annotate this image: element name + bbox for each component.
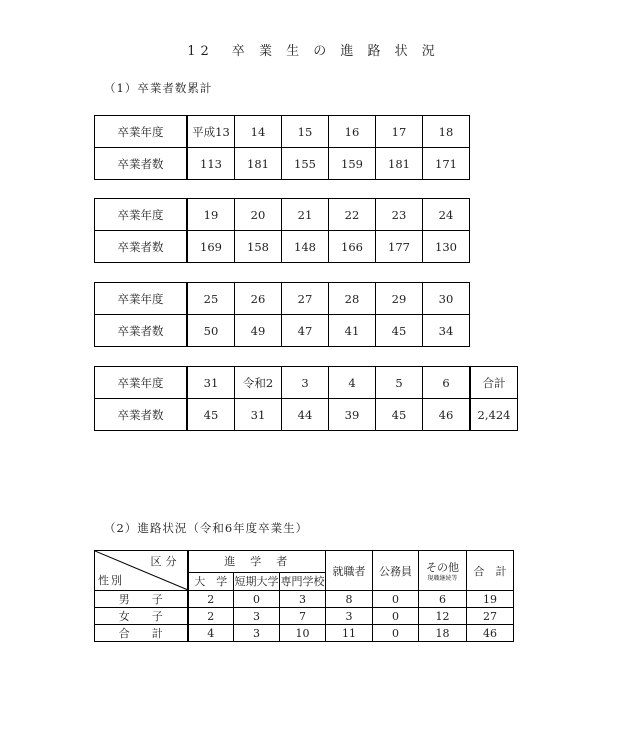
count-cell: 49: [235, 315, 282, 347]
value-cell: 18: [419, 625, 467, 642]
tanki-header: 短期大学: [234, 572, 280, 590]
value-cell: 0: [373, 608, 419, 625]
count-cell: 34: [423, 315, 470, 347]
year-cell: 28: [329, 283, 376, 315]
year-cell: 14: [235, 116, 282, 148]
graduates-table-1: [94, 115, 470, 180]
count-cell: 47: [282, 315, 329, 347]
year-cell: 29: [376, 283, 423, 315]
header-row-1: [95, 551, 514, 573]
count-row-label: 卒業者数: [95, 315, 188, 347]
year-cell: 17: [376, 116, 423, 148]
count-cell: 166: [329, 231, 376, 263]
count-cell: 46: [423, 399, 471, 431]
year-row: [95, 116, 470, 148]
diagonal-header-cell: [95, 551, 188, 591]
count-cell: 171: [423, 148, 470, 180]
table-row: [95, 591, 514, 608]
year-cell: 23: [376, 199, 423, 231]
value-cell: 0: [373, 625, 419, 642]
value-cell: 12: [419, 608, 467, 625]
year-cell: 19: [187, 199, 235, 231]
section-2-heading: （2）進路状況（令和6年度卒業生）: [104, 521, 309, 535]
count-cell: 177: [376, 231, 423, 263]
goukei-header: 合 計: [467, 551, 514, 591]
value-cell: 11: [326, 625, 373, 642]
year-row: [95, 367, 518, 399]
career-status-table: [94, 550, 514, 642]
year-row-label: 卒業年度: [95, 283, 188, 315]
count-cell: 181: [235, 148, 282, 180]
year-row-label: 卒業年度: [95, 116, 188, 148]
graduates-table-3: [94, 282, 470, 347]
seibetsu-label: 性別: [98, 574, 124, 587]
count-cell: 39: [329, 399, 376, 431]
count-cell: 41: [329, 315, 376, 347]
koumuin-header: 公務員: [373, 551, 419, 591]
year-cell: 30: [423, 283, 470, 315]
value-cell: 10: [280, 625, 326, 642]
year-cell: 15: [282, 116, 329, 148]
value-cell: 0: [234, 591, 280, 608]
count-row: [95, 399, 518, 431]
year-cell: 25: [187, 283, 235, 315]
senmon-header: 専門学校: [280, 572, 326, 590]
count-cell: 44: [282, 399, 329, 431]
sonota-note: 現職継続等: [427, 575, 458, 582]
graduates-table-2: [94, 198, 470, 263]
count-cell: 148: [282, 231, 329, 263]
count-row: [95, 148, 470, 180]
year-cell: 22: [329, 199, 376, 231]
year-cell: 5: [376, 367, 423, 399]
year-cell: 令和2: [235, 367, 282, 399]
page-title: 12 卒 業 生 の 進 路 状 況: [187, 44, 440, 59]
value-cell: 3: [280, 591, 326, 608]
year-cell: 6: [423, 367, 471, 399]
count-row-label: 卒業者数: [95, 399, 188, 431]
shingaku-header: 進 学 者: [188, 551, 326, 573]
row-label: 合 計: [95, 625, 188, 642]
count-cell: 113: [187, 148, 235, 180]
year-cell: 26: [235, 283, 282, 315]
graduates-table-4: [94, 366, 518, 431]
value-cell: 2: [188, 591, 234, 608]
value-cell: 46: [467, 625, 514, 642]
year-cell: 24: [423, 199, 470, 231]
table-row: [95, 608, 514, 625]
value-cell: 2: [188, 608, 234, 625]
count-cell: 45: [376, 315, 423, 347]
value-cell: 27: [467, 608, 514, 625]
value-cell: 3: [234, 608, 280, 625]
value-cell: 3: [326, 608, 373, 625]
count-row-label: 卒業者数: [95, 231, 188, 263]
year-cell: 20: [235, 199, 282, 231]
total-label-cell: 合計: [470, 367, 518, 399]
daigaku-header: 大 学: [188, 572, 234, 590]
count-row: [95, 231, 470, 263]
value-cell: 0: [373, 591, 419, 608]
row-label: 女 子: [95, 608, 188, 625]
year-cell: 16: [329, 116, 376, 148]
count-cell: 45: [187, 399, 235, 431]
value-cell: 6: [419, 591, 467, 608]
count-cell: 45: [376, 399, 423, 431]
count-row-label: 卒業者数: [95, 148, 188, 180]
count-cell: 181: [376, 148, 423, 180]
count-cell: 159: [329, 148, 376, 180]
count-cell: 169: [187, 231, 235, 263]
year-cell: 18: [423, 116, 470, 148]
count-cell: 31: [235, 399, 282, 431]
year-cell: 21: [282, 199, 329, 231]
year-cell: 31: [187, 367, 235, 399]
count-cell: 155: [282, 148, 329, 180]
year-row: [95, 199, 470, 231]
year-cell: 4: [329, 367, 376, 399]
value-cell: 3: [234, 625, 280, 642]
shushoku-header: 就職者: [326, 551, 373, 591]
year-cell: 27: [282, 283, 329, 315]
value-cell: 8: [326, 591, 373, 608]
value-cell: 19: [467, 591, 514, 608]
kubun-label: 区分: [150, 555, 181, 568]
year-cell: 3: [282, 367, 329, 399]
year-row-label: 卒業年度: [95, 199, 188, 231]
value-cell: 7: [280, 608, 326, 625]
year-row-label: 卒業年度: [95, 367, 188, 399]
section-1-heading: （1）卒業者数累計: [104, 81, 213, 95]
count-cell: 50: [187, 315, 235, 347]
count-cell: 130: [423, 231, 470, 263]
year-cell: 平成13: [187, 116, 235, 148]
sonota-header: [419, 551, 467, 591]
value-cell: 4: [188, 625, 234, 642]
row-label: 男 子: [95, 591, 188, 608]
sonota-label: その他: [426, 561, 460, 574]
count-row: [95, 315, 470, 347]
count-cell: 158: [235, 231, 282, 263]
total-value-cell: 2,424: [470, 399, 518, 431]
year-row: [95, 283, 470, 315]
table-row: [95, 625, 514, 642]
